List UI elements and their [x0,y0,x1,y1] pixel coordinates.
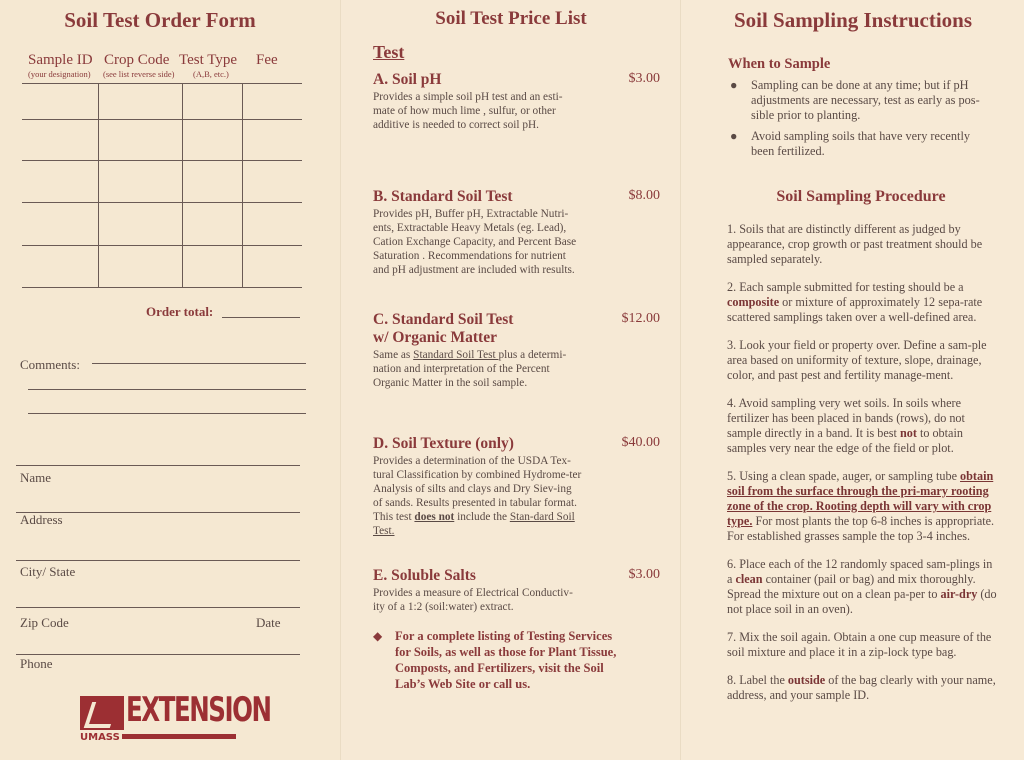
price-item-e [373,567,660,614]
item-name-line2: w/ Organic Matter [373,329,497,346]
col-fee: Fee [256,52,278,68]
logo-underline [122,734,236,739]
step-7: 7. Mix the soil again. Obtain a one cup measure of the soil mixture and place it in a zip-lock type bag. [727,630,992,659]
item-price: $40.00 [621,435,660,450]
standard-soil-test-link: Stan-dard Soil Test. [373,511,575,537]
order-entry-grid[interactable] [22,83,302,288]
step-5: 5. Using a clean spade, auger, or sampling tube obtain soil from the surface through the pri-mary rooting zone of the crop. Rooting depth will vary with crop type. For most plants the top 6-8 inches is appropriate. For established grasses sample the top 3-4 inches. [727,469,995,543]
col-test-type-sub: (A,B, etc.) [193,69,229,79]
price-item-b [373,188,660,277]
bullet-icon: ● [730,78,738,92]
instructions-title: Soil Sampling Instructions [733,8,973,32]
comments-line-3[interactable] [28,413,306,414]
col-test-type: Test Type [179,52,238,68]
col-sample-id: Sample ID [28,52,93,68]
step-6: 6. Place each of the 12 randomly spaced sam-plings in a clean container (pail or bag) and mix thoroughly. Spread the mixture out on a clean pa-per to air-dry (do not place soil in an oven). [727,557,997,616]
step-1: 1. Soils that are distinctly different as judged by appearance, crop growth or past treatment should be sampled separately. [727,222,983,266]
umass-extension-logo [80,690,271,744]
item-name: D. Soil Texture (only) [373,435,514,452]
comments-label: Comments: [20,357,80,372]
name-label: Name [20,470,52,485]
standard-soil-test-link: Standard Soil Test [413,349,499,361]
diamond-bullet-icon: ◆ [373,629,383,643]
list-item: ● Sampling can be done at any time; but if pH adjustments are necessary, test as early as pos-sible prior to planting. [730,78,980,122]
order-form-title: Soil Test Order Form [64,8,256,32]
instructions-panel [680,0,1024,760]
bullet-icon: ● [730,129,738,143]
test-column-header: Test [373,42,405,62]
list-item: ● Avoid sampling soils that have very recently been fertilized. [730,129,971,158]
step-8: 8. Label the outside of the bag clearly with your name, address, and your sample ID. [727,673,996,702]
price-item-a [373,71,660,132]
address-label: Address [20,512,63,527]
price-item-d [373,435,660,538]
phone-line[interactable] [16,654,300,655]
item-description: Provides a simple soil pH test and an esti-mate of how much lime , sulfur, or other additive is needed to correct soil pH. [373,91,563,131]
name-line[interactable] [16,465,300,466]
item-description: Provides a measure of Electrical Conductiv-ity of a 1:2 (soil:water) extract. [373,587,573,613]
step-2: 2. Each sample submitted for testing should be a composite or mixture of approximately 12 sepa-rate scattered samplings taken over a well-defined area. [727,280,983,324]
step-3: 3. Look your field or property over. Define a sam-ple area based on uniformity of texture, slope, drainage, color, and past pest and fertility manage-ment. [727,338,987,382]
item-price: $12.00 [621,311,660,326]
item-description: Provides pH, Buffer pH, Extractable Nutri-ents, Extractable Heavy Metals (eg. Lead), Cation Exchange Capacity, and Percent Base Saturation . Recommendations for nutrient and pH adjustment are included with results. [373,208,577,276]
services-note: ◆ For a complete listing of Testing Services for Soils, as well as those for Plant Tissue, Composts, and Fertilizers, visit the Soil Lab’s Web Site or call us. [373,629,617,691]
city-state-label: City/ State [20,564,76,579]
comments-line-1[interactable] [92,363,306,364]
order-total-label: Order total: [146,304,214,319]
comments-line-2[interactable] [28,389,306,390]
col-crop-code: Crop Code [104,52,170,68]
price-list-title: Soil Test Price List [435,8,587,29]
item-name: A. Soil pH [373,71,442,88]
order-total-field[interactable] [222,317,300,318]
when-to-sample-list [726,78,996,165]
item-name: C. Standard Soil Test [373,311,514,328]
item-price: $8.00 [628,188,660,203]
item-name: B. Standard Soil Test [373,188,513,205]
col-crop-code-sub: (see list reverse side) [103,69,175,79]
procedure-heading: Soil Sampling Procedure [776,188,946,205]
item-description: Same as Standard Soil Test plus a determi-nation and interpretation of the Percent Organic Matter in the soil sample. [373,349,567,389]
umass-logo-mark-icon [80,696,124,730]
zip-line[interactable] [16,607,300,608]
item-price: $3.00 [628,71,660,86]
item-description: Provides a determination of the USDA Tex-tural Classification by combined Hydrome-ter Analysis of silts and clays and Dry Siev-ing of sands. Results presented in tabular format. This test does not include the Stan-dard Soil Test. [373,455,582,537]
col-sample-id-sub: (your designation) [28,69,91,79]
item-price: $3.00 [628,567,660,582]
logo-umass: UMASS [80,732,120,743]
price-list-panel [340,0,681,760]
procedure-steps [727,222,997,716]
city-state-line[interactable] [16,560,300,561]
item-name: E. Soluble Salts [373,567,476,584]
phone-label: Phone [20,656,53,671]
logo-wordmark: EXTENSION [126,690,271,730]
date-label: Date [256,615,281,630]
when-to-sample-heading: When to Sample [728,56,831,72]
price-item-c [373,311,660,390]
order-form-panel [0,0,340,760]
zip-label: Zip Code [20,615,69,630]
step-4: 4. Avoid sampling very wet soils. In soils where fertilizer has been placed in bands (rows), do not sample directly in a band. It is best not to obtain samples very near the edge of the field or plot. [727,396,965,455]
